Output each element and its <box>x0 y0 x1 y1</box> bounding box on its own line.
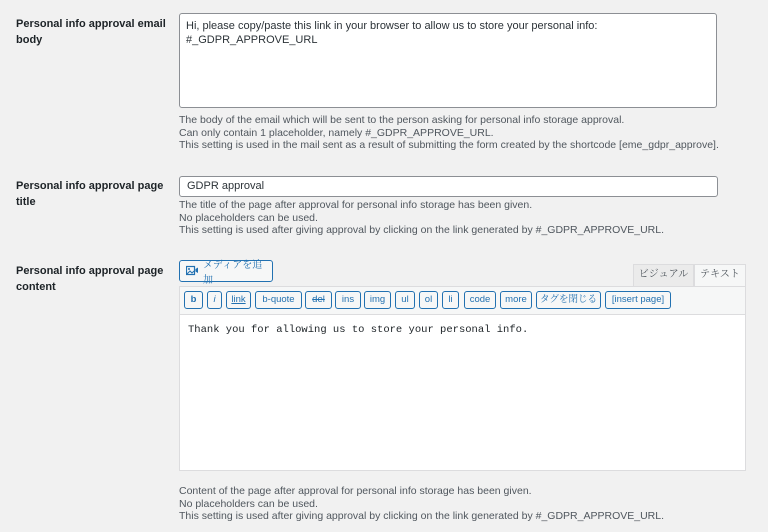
email-body-desc-line: The body of the email which will be sent to the person asking for personal info storage approval. <box>179 114 625 126</box>
media-icon <box>186 265 199 277</box>
qt-li-button[interactable]: li <box>442 291 459 309</box>
page-title-label-line2: title <box>16 196 36 208</box>
page-content-label-line1: Personal info approval page <box>16 265 164 277</box>
page-title-input[interactable]: GDPR approval <box>179 176 718 197</box>
qt-insert-page-button[interactable]: [insert page] <box>605 291 671 309</box>
qt-img-button[interactable]: img <box>364 291 391 309</box>
qt-close-tags-button[interactable]: タグを閉じる <box>536 291 601 309</box>
page-content-editor <box>179 286 746 471</box>
qt-blockquote-button[interactable]: b-quote <box>255 291 302 309</box>
email-body-desc-line: Can only contain 1 placeholder, namely #_GDPR_APPROVE_URL. <box>179 126 494 139</box>
qt-ul-button[interactable]: ul <box>395 291 415 309</box>
email-body-label-line2: body <box>16 34 43 46</box>
qt-del-button[interactable]: del <box>305 291 332 309</box>
qt-link-button[interactable]: link <box>226 291 251 309</box>
page-content-description <box>179 485 664 523</box>
add-media-label: メディアを追加 <box>203 260 263 286</box>
page-content-label-line2: content <box>16 281 56 293</box>
page-content-label <box>16 263 163 295</box>
email-body-label <box>16 16 166 48</box>
page-content-textarea[interactable]: Thank you for allowing us to store your personal info. <box>188 324 529 336</box>
quicktags-toolbar <box>180 287 745 315</box>
page-title-label <box>16 178 163 210</box>
page-title-description <box>179 199 664 237</box>
qt-code-button[interactable]: code <box>464 291 496 309</box>
email-body-desc-line: This setting is used in the mail sent as a result of submitting the form created by the shortcode [eme_gdpr_approve]. <box>179 139 719 152</box>
qt-ins-button[interactable]: ins <box>335 291 361 309</box>
qt-ol-button[interactable]: ol <box>419 291 438 309</box>
page-title-label-line1: Personal info approval page <box>16 180 164 192</box>
tab-text[interactable]: テキスト <box>694 264 746 286</box>
page-title-desc-line: This setting is used after giving approval by clicking on the link generated by #_GDPR_APPROVE_URL. <box>179 224 664 237</box>
page-title-desc-line: No placeholders can be used. <box>179 211 318 224</box>
qt-italic-button[interactable]: i <box>207 291 222 309</box>
email-body-description <box>179 114 719 152</box>
page-title-desc-line: The title of the page after approval for personal info storage has been given. <box>179 199 533 211</box>
page-content-desc-line: No placeholders can be used. <box>179 497 318 510</box>
page-content-desc-line: Content of the page after approval for personal info storage has been given. <box>179 485 532 497</box>
qt-more-button[interactable]: more <box>500 291 532 309</box>
tab-visual[interactable]: ビジュアル <box>633 264 694 286</box>
qt-bold-button[interactable]: b <box>184 291 203 309</box>
email-body-textarea[interactable]: Hi, please copy/paste this link in your browser to allow us to store your personal info: #_GDPR_APPROVE_URL <box>179 13 717 108</box>
page-content-desc-line: This setting is used after giving approval by clicking on the link generated by #_GDPR_APPROVE_URL. <box>179 510 664 523</box>
email-body-label-line1: Personal info approval email <box>16 18 166 30</box>
add-media-button[interactable] <box>179 260 273 286</box>
